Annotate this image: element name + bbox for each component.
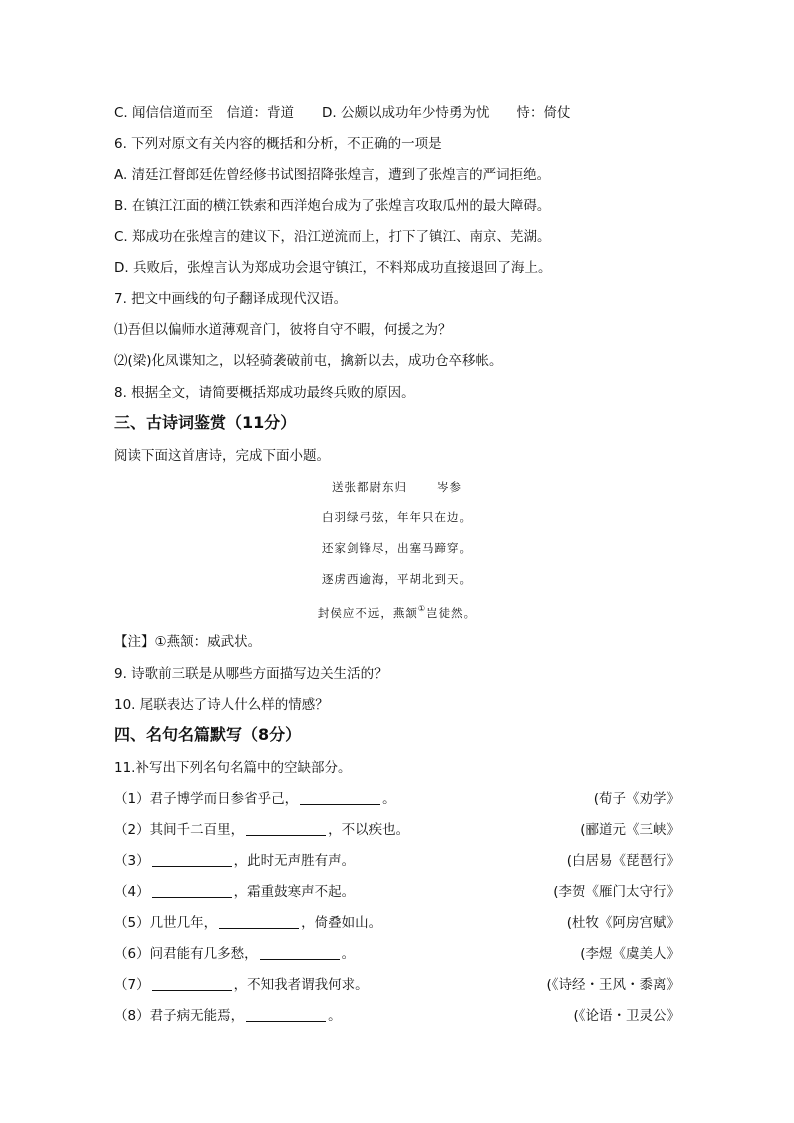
fill-item-6: （6）问君能有几多愁， 。 (李煜《虞美人》 xyxy=(114,946,680,962)
q9-stem: 9. 诗歌前三联是从哪些方面描写边关生活的？ xyxy=(114,666,388,682)
q5-options-row xyxy=(114,103,571,123)
answer-blank[interactable] xyxy=(152,976,232,991)
q8-stem: 8. 根据全文，请简要概括郑成功最终兵败的原因。 xyxy=(114,385,415,401)
answer-blank[interactable] xyxy=(152,852,232,867)
fill-item-source: (杜牧《阿房宫赋》 xyxy=(566,915,680,931)
fill-item-source: (李煜《虞美人》 xyxy=(580,946,680,962)
poem-note: 【注】①燕颔：威武状。 xyxy=(114,634,262,650)
fill-item-source: (李贺《雁门太守行》 xyxy=(553,884,680,900)
section-3-title: 三、古诗词鉴赏（11分） xyxy=(114,413,297,432)
section-4-title: 四、名句名篇默写（8分） xyxy=(114,725,302,744)
answer-blank[interactable] xyxy=(300,790,380,805)
fill-item-2: （2）其间千二百里， ，不以疾也。 (郦道元《三峡》 xyxy=(114,822,680,838)
section-4-intro: 11.补写出下列名句名篇中的空缺部分。 xyxy=(114,760,352,776)
section-3-intro: 阅读下面这首唐诗，完成下面小题。 xyxy=(114,448,330,464)
poem-header xyxy=(0,478,794,496)
poem-line-4-tail: 岂徒然。 xyxy=(426,606,477,620)
poem-line-3: 逐虏西逾海，平胡北到天。 xyxy=(322,572,472,586)
q7-sentence-1: ⑴吾但以偏师水道薄观音门，彼将自守不暇，何援之为？ xyxy=(114,322,452,338)
fill-item-5: （5）几世几年， ，倚叠如山。 (杜牧《阿房宫赋》 xyxy=(114,915,680,931)
footnote-mark: ① xyxy=(417,604,427,613)
q6-option-c: C. 郑成功在张煌言的建议下，沿江逆流而上，打下了镇江、南京、芜湖。 xyxy=(114,229,551,245)
fill-item-1: （1）君子博学而日参省乎己， 。 (荀子《劝学》 xyxy=(114,791,680,807)
fill-item-source: (白居易《琵琶行》 xyxy=(566,853,680,869)
fill-item-7: （7） ，不知我者谓我何求。 (《诗经・王风・黍离》 xyxy=(114,977,680,993)
fill-item-source: (荀子《劝学》 xyxy=(593,791,680,807)
fill-item-3: （3） ，此时无声胜有声。 (白居易《琵琶行》 xyxy=(114,853,680,869)
q5-option-c: C. 闻信信道而至 信道：背道 xyxy=(114,105,295,121)
q6-option-b: B. 在镇江江面的横江铁索和西洋炮台成为了张煌言攻取瓜州的最大障碍。 xyxy=(114,198,551,214)
q6-option-a: A. 清廷江督郎廷佐曾经修书试图招降张煌言，遭到了张煌言的严词拒绝。 xyxy=(114,167,551,183)
fill-item-4: （4） ，霜重鼓寒声不起。 (李贺《雁门太守行》 xyxy=(114,884,680,900)
answer-blank[interactable] xyxy=(260,945,340,960)
fill-item-source: (郦道元《三峡》 xyxy=(580,822,680,838)
poem-author: 岑参 xyxy=(437,480,462,494)
answer-blank[interactable] xyxy=(219,914,299,929)
q7-stem: 7. 把文中画线的句子翻译成现代汉语。 xyxy=(114,291,348,307)
poem-line-1: 白羽绿弓弦，年年只在边。 xyxy=(322,510,472,524)
fill-item-8: （8）君子病无能焉， 。 (《论语・卫灵公》 xyxy=(114,1008,680,1024)
poem-title: 送张都尉东归 xyxy=(332,480,407,494)
answer-blank[interactable] xyxy=(246,1007,326,1022)
poem-line-4 xyxy=(0,600,794,622)
q6-option-d: D. 兵败后，张煌言认为郑成功会退守镇江，不料郑成功直接退回了海上。 xyxy=(114,260,552,276)
q6-stem: 6. 下列对原文有关内容的概括和分析，不正确的一项是 xyxy=(114,136,442,152)
q5-option-d: D. 公颇以成功年少恃勇为忧 恃：倚仗 xyxy=(322,105,571,121)
q10-stem: 10. 尾联表达了诗人什么样的情感？ xyxy=(114,697,329,713)
q7-sentence-2: ⑵(梁)化凤谍知之，以轻骑袭破前屯，擒新以去，成功仓卒移帐。 xyxy=(114,353,503,369)
poem-line-4-head: 封侯应不远，燕颔 xyxy=(317,606,418,620)
answer-blank[interactable] xyxy=(152,883,232,898)
poem-line-2: 还家剑锋尽，出塞马蹄穿。 xyxy=(322,541,472,555)
fill-item-source: (《论语・卫灵公》 xyxy=(573,1008,680,1024)
fill-item-source: (《诗经・王风・黍离》 xyxy=(546,977,680,993)
answer-blank[interactable] xyxy=(246,821,326,836)
